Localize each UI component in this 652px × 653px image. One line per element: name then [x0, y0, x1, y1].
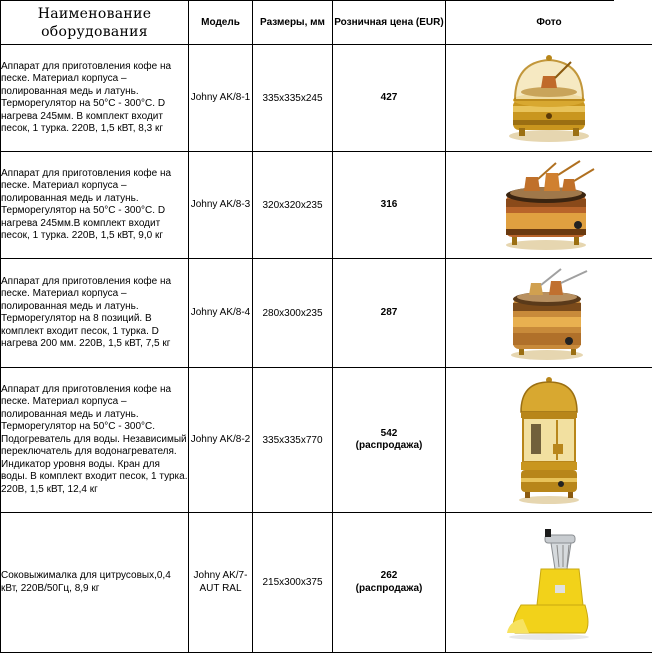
- price-value: 316: [381, 199, 398, 210]
- product-size: 280x300x235: [253, 259, 333, 368]
- header-price: Розничная цена (EUR): [333, 1, 446, 45]
- product-model: Johny AK/8-3: [189, 152, 253, 259]
- price-value: 427: [381, 92, 398, 103]
- header-size: Размеры, мм: [253, 1, 333, 45]
- sand-coffee-machine-water-heater-icon: [509, 374, 589, 506]
- table-row: [1, 259, 652, 368]
- product-size: 215x300x375: [253, 513, 333, 653]
- table-row: [1, 45, 652, 152]
- sand-coffee-machine-small-icon: [495, 263, 603, 363]
- sand-coffee-machine-dome-icon: [497, 50, 601, 146]
- table-row: [1, 513, 652, 653]
- product-price: [333, 152, 446, 259]
- photo-header-corner: [614, 0, 652, 44]
- price-value: 542: [333, 428, 445, 441]
- price-value: 262: [333, 570, 445, 583]
- product-photo: [446, 368, 652, 513]
- product-photo: [446, 45, 652, 152]
- product-price: [333, 259, 446, 368]
- sale-note: (распродажа): [333, 440, 445, 453]
- table-row: [1, 368, 652, 513]
- product-price: [333, 513, 446, 653]
- header-photo: Фото: [446, 1, 652, 45]
- sand-coffee-machine-cezve-icon: [494, 155, 604, 255]
- product-size: 320x320x235: [253, 152, 333, 259]
- price-value: 287: [381, 307, 398, 318]
- product-model: Johny AK/8-4: [189, 259, 253, 368]
- header-model: Модель: [189, 1, 253, 45]
- sale-note: (распродажа): [333, 583, 445, 596]
- product-description: Аппарат для приготовления кофе на песке. Материал корпуса – полированная медь и латунь. Терморегулятор на 8 позиций. В комплект входит песок, 1 турка. D нагрева 200 мм. 220В, 1,5 кВТ, 7,5 кг: [1, 259, 189, 368]
- product-model: Johny AK/8-1: [189, 45, 253, 152]
- header-name: Наименование оборудования: [1, 1, 189, 45]
- product-price: [333, 368, 446, 513]
- product-photo: [446, 513, 652, 653]
- table-header-row: [1, 1, 652, 45]
- table-row: [1, 152, 652, 259]
- product-model: Johny AK/7-AUT RAL: [189, 513, 253, 653]
- product-description: Соковыжималка для цитрусовых,0,4 кВт, 220В/50Гц, 8,9 кг: [1, 513, 189, 653]
- product-size: 335x335x770: [253, 368, 333, 513]
- product-model: Johny AK/8-2: [189, 368, 253, 513]
- product-size: 335x335x245: [253, 45, 333, 152]
- product-price: [333, 45, 446, 152]
- product-photo: [446, 152, 652, 259]
- citrus-juicer-icon: [501, 525, 597, 641]
- product-photo: [446, 259, 652, 368]
- product-description: Аппарат для приготовления кофе на песке. Материал корпуса – полированная медь и латунь. Терморегулятор на 50°С - 300°С. D нагрева 245мм. В комплект входит песок, 1 турка. 220В, 1,5 кВТ, 8,3 кг: [1, 45, 189, 152]
- product-description: Аппарат для приготовления кофе на песке. Материал корпуса – полированная медь и латунь. Терморегулятор на 50°С - 300°С. D нагрева 245мм.В комплект входит песок, 1 турка. 220В, 1,5 кВТ, 9,0 кг: [1, 152, 189, 259]
- product-description: Аппарат для приготовления кофе на песке. Материал корпуса – полированная медь и латунь. Терморегулятор на 50°С - 300°С. Подогреватель для воды. Независимый переключатель для водонагревателя. Индикатор уровня воды. Кран для воды. В комплект входит песок, 1 турка. 220В, 1,5 кВТ, 12,4 кг: [1, 368, 189, 513]
